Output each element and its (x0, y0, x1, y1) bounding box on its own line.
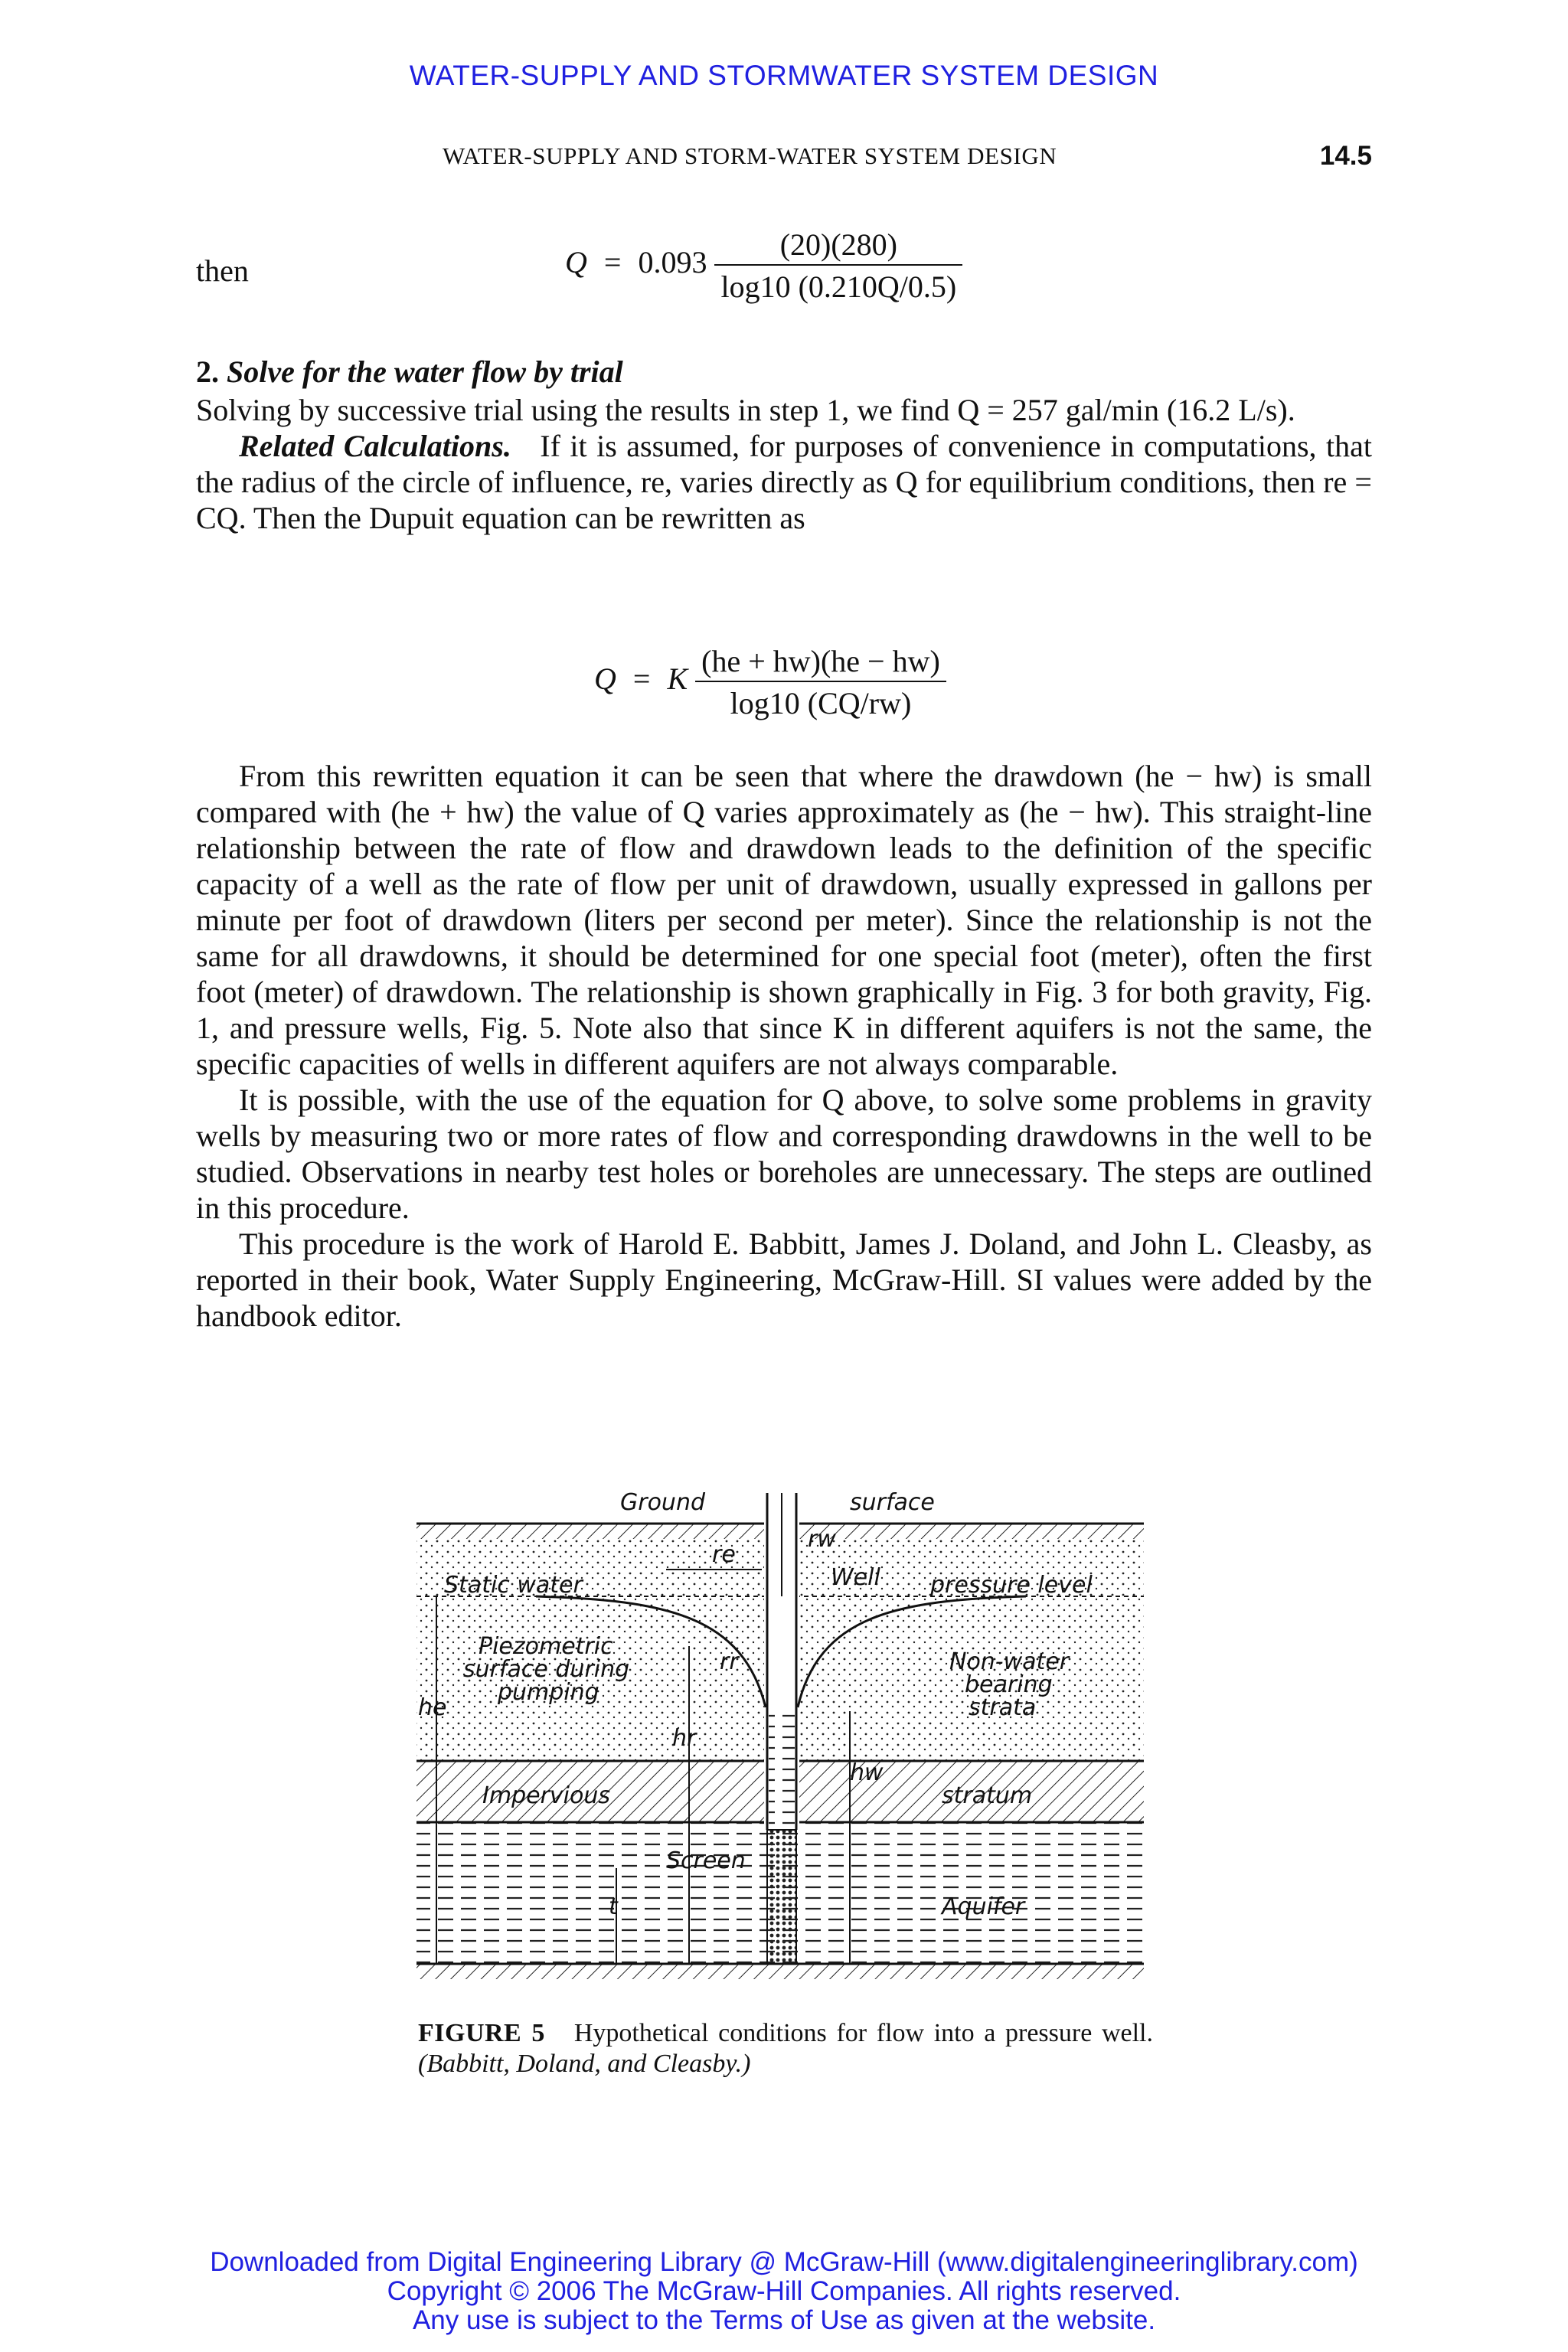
paragraph-3: From this rewritten equation it can be seen that where the drawdown (he − hw) is small compared with (he + hw) the value of Q varies approximately as (he − hw). This straight-line relationship between the rate of flow and drawdown leads to the definition of the specific capacity of a well as the rate of flow per unit of drawdown, usually expressed in gallons per minute per foot of drawdown (liters per second per meter). Since the relationship is not the same for all drawdowns, it should be determined for one special foot (meter), often the first foot (meter) of drawdown. The relationship is shown graphically in Fig. 3 for both gravity, Fig. 1, and pressure wells, Fig. 5. Note also that since K in different aquifers is not the same, the specific capacities of wells in different aquifers are not always comparable. (196, 759, 1372, 1081)
body-block-1 (196, 392, 1372, 536)
label-well: Well (831, 1564, 880, 1591)
label-piezometric-3: pumping (498, 1679, 599, 1706)
paragraph-4: It is possible, with the use of the equation for Q above, to solve some problems in gravity wells by measuring two or more rates of flow and corresponding drawdowns in the well to be studied. Observations in nearby test holes or boreholes are unnecessary. The steps are outlined in this procedure. (196, 1083, 1372, 1225)
label-ground: Ground (620, 1489, 706, 1516)
step-title: Solve for the water flow by trial (227, 354, 623, 389)
label-non-water-3: strata (969, 1694, 1037, 1721)
label-rw: rw (808, 1526, 836, 1553)
figure-caption (418, 2018, 1153, 2079)
eq1-coef: 0.093 (638, 245, 707, 280)
eq2-fraction (695, 643, 946, 721)
eq1-fraction (714, 227, 962, 305)
footer-copyright-line: Copyright © 2006 The McGraw-Hill Companies. All rights reserved. (387, 2276, 1181, 2306)
body-block-2 (196, 758, 1372, 1334)
eq2-lhs: Q (594, 662, 616, 697)
eq1-lhs: Q (565, 245, 587, 280)
equation-2 (594, 643, 946, 721)
label-piezometric-1: Piezometric (479, 1633, 613, 1660)
bottom-hatch (416, 1964, 1144, 1979)
label-re: re (712, 1541, 736, 1568)
label-rr: rr (720, 1648, 739, 1675)
eq2-coef: K (667, 662, 688, 697)
top-banner: WATER-SUPPLY AND STORMWATER SYSTEM DESIGN (409, 60, 1159, 91)
label-piezometric-2: surface during (463, 1656, 630, 1683)
paragraph-5: This procedure is the work of Harold E. Babbitt, James J. Doland, and John L. Cleasby, as reported in their book, Water Supply Engineering, McGraw-Hill. SI values were added by the handbook editor. (196, 1227, 1372, 1333)
page-number: 14.5 (1319, 141, 1372, 171)
figure-caption-credit: (Babbitt, Doland, and Cleasby.) (418, 2050, 751, 2078)
label-pressure-level: pressure level (930, 1572, 1093, 1599)
label-t: t (609, 1893, 618, 1920)
eq1-denominator: log10 (0.210Q/0.5) (720, 270, 957, 304)
label-hw: hw (850, 1759, 884, 1786)
paragraph-1: Solving by successive trial using the results in step 1, we find Q = 257 gal/min (16.2 L/s). (196, 393, 1295, 427)
eq2-equals: = (632, 662, 651, 697)
label-aquifer: Aquifer (942, 1893, 1025, 1920)
label-he: he (418, 1694, 447, 1721)
label-surface: surface (850, 1489, 935, 1516)
label-stratum: stratum (942, 1782, 1033, 1809)
footer-download-line[interactable]: Downloaded from Digital Engineering Library @ McGraw-Hill (www.digitalengineeringlibrary.com) (210, 2247, 1358, 2277)
equation-1 (565, 227, 962, 305)
related-calculations-heading: Related Calculations. (239, 429, 511, 463)
figure-caption-text: Hypothetical conditions for flow into a pressure well. (573, 2019, 1153, 2047)
paragraph-2 (196, 428, 1372, 536)
well-screen (767, 1830, 796, 1964)
eq1-numerator: (20)(280) (714, 227, 962, 266)
label-screen: Screen (666, 1847, 746, 1874)
step-number: 2. (196, 354, 219, 389)
label-non-water-1: Non-water (949, 1648, 1070, 1675)
label-hr: hr (672, 1725, 697, 1752)
label-impervious: Impervious (482, 1782, 610, 1809)
figure-5-diagram (413, 1485, 1148, 2014)
eq2-numerator: (he + hw)(he − hw) (695, 643, 946, 682)
paragraph-2-text: If it is assumed, for purposes of convenience in computations, that the radius of the circle of influence, re, varies directly as Q for equilibrium conditions, then re = CQ. Then the Dupuit equation can be rewritten as (196, 429, 1373, 535)
label-non-water-2: bearing (965, 1671, 1053, 1698)
figure-caption-label: FIGURE 5 (418, 2019, 545, 2047)
step-heading (196, 354, 623, 390)
running-head-title: WATER-SUPPLY AND STORM-WATER SYSTEM DESIGN (443, 142, 1057, 169)
eq1-equals: = (603, 245, 622, 280)
equation-1-lead: then (196, 253, 249, 288)
footer-terms-line: Any use is subject to the Terms of Use as given at the website. (412, 2305, 1156, 2335)
label-static-water: Static water (444, 1572, 583, 1599)
eq2-denominator: log10 (CQ/rw) (730, 686, 912, 720)
well-water-column (769, 1707, 795, 1830)
